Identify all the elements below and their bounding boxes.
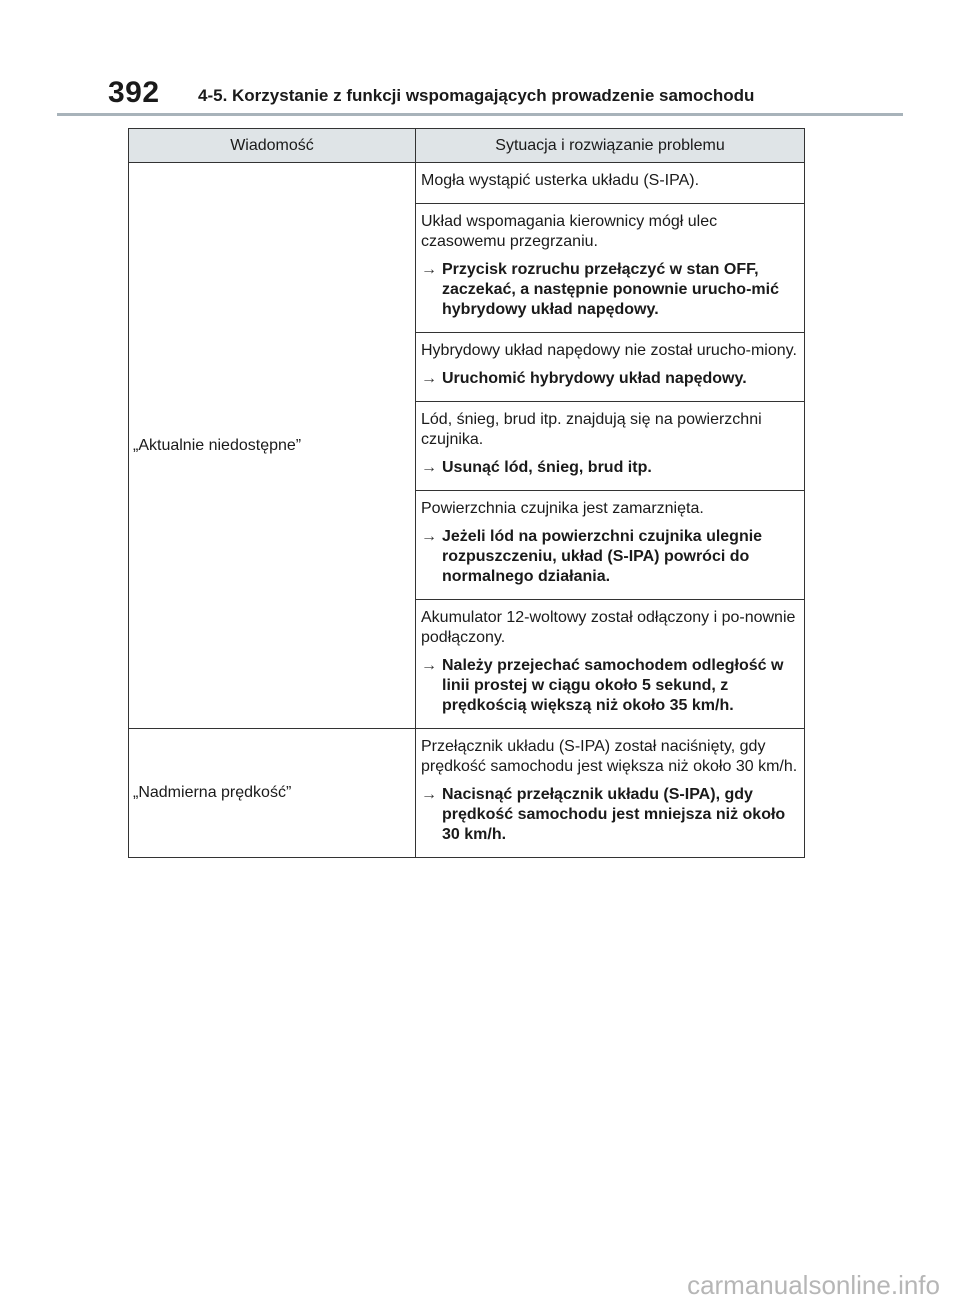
situation-text: Hybrydowy układ napędowy nie został urucho-miony. [421, 342, 797, 359]
situation-cell [416, 402, 805, 491]
message-cell: „Aktualnie niedostępne” [129, 163, 416, 729]
header-rule [57, 113, 903, 116]
message-cell: „Nadmierna prędkość” [129, 729, 416, 858]
arrow-icon: → [421, 528, 437, 545]
action-label: Uruchomić hybrydowy układ napędowy. [442, 370, 747, 387]
situation-text: Mogła wystąpić usterka układu (S-IPA). [421, 172, 700, 189]
situation-text: Układ wspomagania kierownicy mógł ulec czasowemu przegrzaniu. [421, 213, 718, 250]
situation-cell [416, 600, 805, 729]
action-label: Należy przejechać samochodem odległość w linii prostej w ciągu około 5 sekund, z prędkością większą niż około 35 km/h. [442, 657, 784, 714]
action-label: Jeżeli lód na powierzchni czujnika ulegnie rozpuszczeniu, układ (S-IPA) powróci do normalnego działania. [442, 528, 763, 585]
action-text [421, 260, 798, 320]
table-row [129, 729, 805, 858]
action-label: Nacisnąć przełącznik układu (S-IPA), gdy prędkość samochodu jest mniejsza niż około 30 km/h. [442, 786, 786, 843]
action-text [421, 656, 798, 716]
situation-text: Powierzchnia czujnika jest zamarznięta. [421, 500, 704, 517]
arrow-icon: → [421, 657, 437, 674]
table-row [129, 163, 805, 204]
action-label: Przycisk rozruchu przełączyć w stan OFF, zaczekać, a następnie ponownie urucho-mić hybrydowy układ napędowy. [442, 261, 779, 318]
action-text [421, 458, 798, 478]
column-header-message: Wiadomość [129, 129, 416, 163]
arrow-icon: → [421, 459, 437, 476]
situation-cell [416, 729, 805, 858]
table-header-row [129, 129, 805, 163]
situation-text: Lód, śnieg, brud itp. znajdują się na powierzchni czujnika. [421, 411, 762, 448]
action-label: Usunąć lód, śnieg, brud itp. [442, 459, 652, 476]
action-text [421, 527, 798, 587]
situation-cell [416, 204, 805, 333]
action-text [421, 785, 798, 845]
column-header-situation: Sytuacja i rozwiązanie problemu [416, 129, 805, 163]
situation-cell [416, 491, 805, 600]
action-text [421, 369, 798, 389]
situation-text: Przełącznik układu (S-IPA) został naciśnięty, gdy prędkość samochodu jest większa niż około 30 km/h. [421, 738, 798, 775]
message-table [128, 128, 805, 858]
section-title: 4-5. Korzystanie z funkcji wspomagających prowadzenie samochodu [198, 86, 755, 105]
page-number: 392 [108, 76, 160, 109]
arrow-icon: → [421, 261, 437, 278]
watermark: carmanualsonline.info [687, 1270, 940, 1300]
situation-text: Akumulator 12-woltowy został odłączony i po-nownie podłączony. [421, 609, 796, 646]
situation-cell [416, 333, 805, 402]
arrow-icon: → [421, 370, 437, 387]
situation-cell [416, 163, 805, 204]
arrow-icon: → [421, 786, 437, 803]
